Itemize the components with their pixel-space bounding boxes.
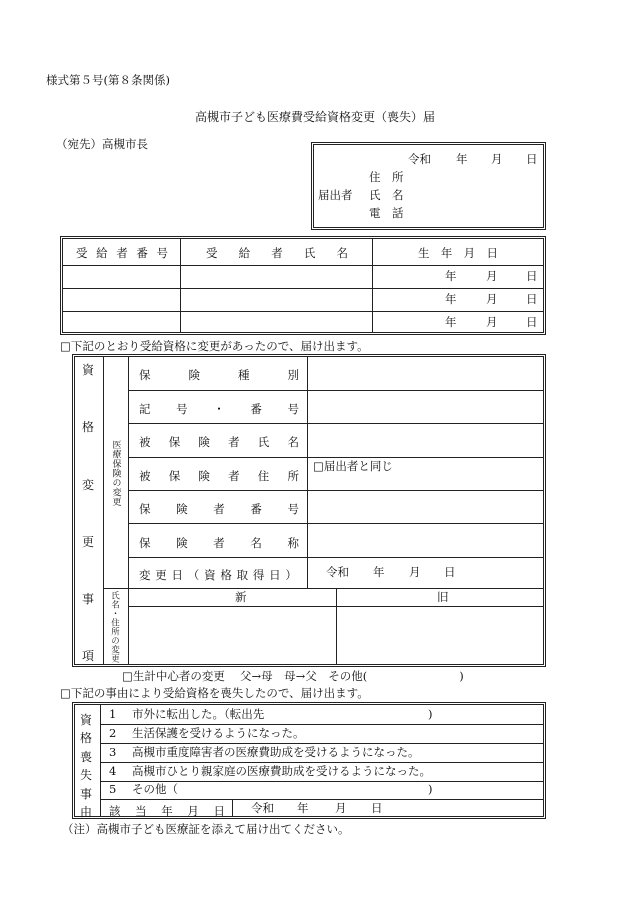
reason-number: 5 [109,782,117,796]
filer-date-month: 月 [491,152,503,166]
filer-date-day: 日 [526,152,538,166]
householder-change-checkbox[interactable]: □生計中心者の変更 父→母 母→父 その他( ) [122,669,464,683]
insurer-number-field[interactable] [310,492,542,522]
new-name-address-field[interactable] [131,609,334,663]
filer-address-label: 住 所 [369,170,404,184]
birth-year: 年 [445,269,457,283]
reason-close-paren: ) [428,782,433,796]
change-label-char: 事 [81,592,94,606]
recipient-name-field[interactable] [184,267,368,287]
reason-other[interactable]: その他（ [132,782,178,796]
change-label-char: 資 [81,363,94,377]
recipient-name-field[interactable] [184,290,368,310]
loss-label-char: 由 [79,805,92,819]
symbol-number-field[interactable] [310,392,542,422]
filer-name-label: 氏 名 [369,188,404,202]
name-address-change-label: 氏名・住所の変更 [109,591,120,663]
old-column-header: 旧 [437,590,449,604]
recipient-number-field[interactable] [64,290,176,310]
same-as-filer-checkbox[interactable]: □届出者と同じ [313,459,393,473]
insurance-type-field[interactable] [310,358,542,388]
change-date-era: 令和 [326,565,349,579]
birth-day: 日 [526,292,538,306]
reason-moved-out[interactable]: 市外に転出した。（転出先 [132,707,265,721]
change-date-day: 日 [444,565,456,579]
recipient-name-header: 受 給 者 氏 名 [206,246,348,260]
change-label-char: 格 [81,420,94,434]
insurer-number-label: 保 険 者 番 号 [139,502,299,516]
loss-label-char: 資 [79,713,92,727]
new-column-header: 新 [235,590,247,604]
insurer-name-label: 保 険 者 名 称 [139,536,299,550]
symbol-number-label: 記 号 ・ 番 号 [139,402,299,416]
loss-checkbox[interactable]: □下記の事由により受給資格を喪失したので、届け出ます。 [60,686,369,700]
recipient-number-field[interactable] [64,313,176,332]
birth-month: 月 [486,315,498,329]
birth-year: 年 [445,292,457,306]
birth-year: 年 [445,315,457,329]
filer-phone-label: 電 話 [369,206,404,220]
insured-name-label: 被 保 険 者 氏 名 [139,435,299,449]
applicable-date-label: 該 当 年 月 日 [109,804,225,818]
insurer-name-field[interactable] [310,525,542,555]
reason-disability-aid[interactable]: 高槻市重度障害者の医療費助成を受けるようになった。 [132,745,420,759]
change-label-char: 項 [81,649,94,663]
change-label-char: 更 [81,535,94,549]
addressee: （宛先）高槻市長 [56,137,148,151]
loss-label-char: 格 [79,731,92,745]
change-date-year: 年 [373,565,385,579]
recipient-number-header: 受 給 者 番 号 [76,246,168,260]
birth-day: 日 [526,269,538,283]
change-checkbox[interactable]: □下記のとおり受給資格に変更があったので、届け出ます。 [60,339,369,353]
form-number: 様式第５号(第８条関係) [46,73,170,87]
insured-address-label: 被 保 険 者 住 所 [139,469,299,483]
insurance-type-label: 保 険 種 別 [139,368,299,382]
old-name-address-field[interactable] [339,609,542,663]
filer-date-era: 令和 [408,152,431,166]
insurance-change-label: 医療保険の変更 [110,440,121,507]
reason-number: 2 [109,726,117,740]
reason-close-paren: ) [428,707,433,721]
recipient-name-field[interactable] [184,313,368,332]
birth-month: 月 [486,292,498,306]
change-label-char: 変 [81,478,94,492]
loss-label-char: 失 [79,768,92,782]
loss-date-day: 日 [371,801,383,815]
birthdate-header: 生 年 月 日 [418,246,498,260]
reason-number: 4 [109,764,117,778]
form-title: 高槻市子ども医療費受給資格変更（喪失）届 [194,110,435,124]
reason-welfare[interactable]: 生活保護を受けるようになった。 [132,726,305,740]
birth-day: 日 [526,315,538,329]
change-date-label: 変 更 日 （ 資 格 取 得 日 ） [139,568,297,582]
filer-date-year: 年 [456,152,468,166]
loss-date-month: 月 [335,801,347,815]
filer-role-label: 届出者 [318,188,353,202]
insured-name-field[interactable] [310,425,542,455]
loss-label-char: 喪 [79,750,92,764]
loss-label-char: 事 [79,787,92,801]
change-date-month: 月 [409,565,421,579]
reason-number: 1 [109,707,117,721]
reason-number: 3 [109,745,117,759]
loss-date-era: 令和 [251,801,274,815]
loss-date-year: 年 [297,801,309,815]
birth-month: 月 [486,269,498,283]
reason-single-parent-aid[interactable]: 高槻市ひとり親家庭の医療費助成を受けるようになった。 [132,764,431,778]
footer-note: （注）高槻市子ども医療証を添えて届け出てください。 [62,822,350,836]
recipient-number-field[interactable] [64,267,176,287]
